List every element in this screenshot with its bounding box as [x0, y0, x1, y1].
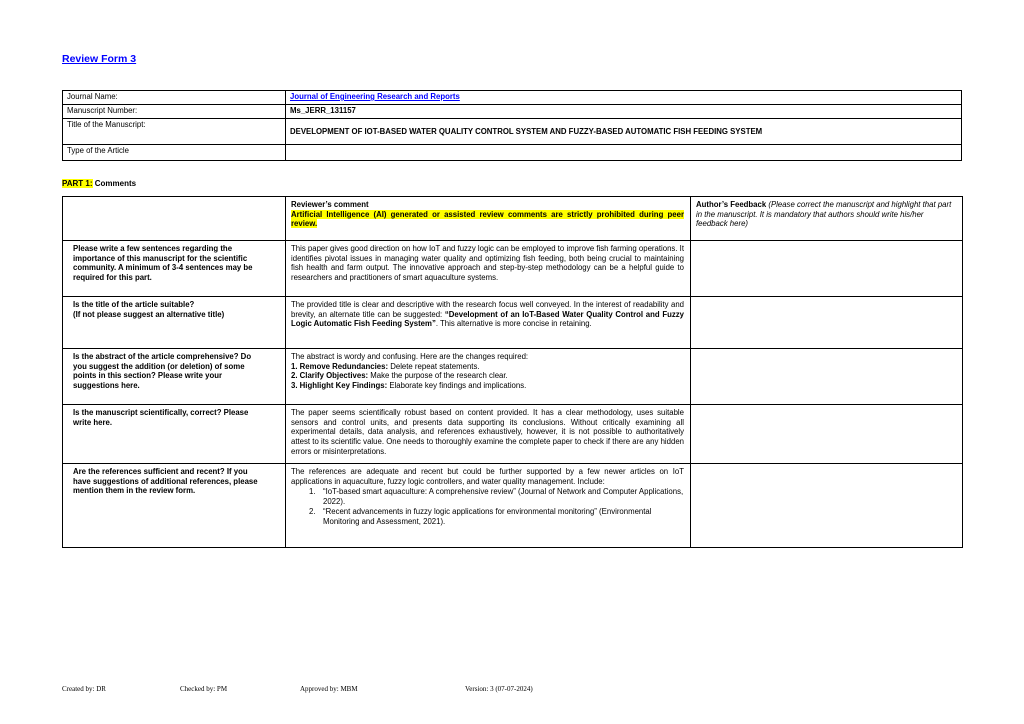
manuscript-number-label: Manuscript Number:: [67, 106, 138, 115]
manuscript-number-value: Ms_JERR_131157: [290, 106, 356, 115]
comments-header-empty-cell: [63, 197, 286, 241]
question-abstract: Is the abstract of the article comprehensive? Do you suggest the addition (or deletion) of some points in this section? Please write your suggestions here.: [63, 349, 286, 405]
article-type-value-cell[interactable]: [286, 145, 962, 161]
part1-title: Comments: [94, 179, 137, 188]
abstract-point-2-label: 2. Clarify Objectives:: [291, 371, 369, 381]
reviewer-comment-title: [286, 297, 691, 349]
comments-row-abstract: [63, 349, 963, 405]
manuscript-number-value-cell: [286, 105, 962, 119]
manuscript-number-row: [63, 105, 962, 119]
author-feedback-header: Author’s Feedback: [696, 200, 767, 209]
manuscript-title-label-cell: [63, 119, 286, 145]
footer-approved-by: Approved by: MBM: [300, 685, 358, 693]
author-feedback-abstract[interactable]: [691, 349, 963, 405]
question-title-line2: (If not please suggest an alternative title): [73, 309, 225, 319]
part1-label: PART 1:: [62, 179, 93, 188]
comments-header-row: [63, 197, 963, 241]
question-references: Are the references sufficient and recent? If you have suggestions of additional references, please mention them in the review form.: [63, 464, 286, 548]
reviewer-comment-title-pre: The provided title is clear and descriptive with the research focus well conveyed. In the interest of readability and brevity, an alternate title can be suggested:: [291, 300, 684, 319]
reference-item-2: [309, 507, 684, 526]
comments-row-title: [63, 297, 963, 349]
reference-item-1: [309, 487, 684, 506]
footer-created-by: Created by: DR: [62, 685, 106, 693]
reviewer-comment-header: Reviewer’s comment: [291, 200, 369, 209]
reference-1-text: “IoT-based smart aquaculture: A comprehensive review” (Journal of Network and Computer Applications, 2022).: [323, 487, 684, 507]
abstract-point-1-text: Delete repeat statements.: [388, 361, 480, 371]
comments-row-scientific: [63, 405, 963, 464]
reference-1-number: 1.: [309, 487, 316, 497]
ai-warning-text: Artificial Intelligence (AI) generated or assisted review comments are strictly prohibited during peer review.: [291, 209, 684, 229]
manuscript-title-label: Title of the Manuscript:: [67, 120, 146, 129]
abstract-point-3-text: Elaborate key findings and implications.: [387, 381, 527, 391]
reviewer-comment-title-post: . This alternative is more concise in retaining.: [435, 319, 592, 329]
abstract-comment-intro: The abstract is wordy and confusing. Here are the changes required:: [291, 352, 529, 361]
comments-table: [62, 196, 963, 548]
comments-row-references: [63, 464, 963, 548]
journal-name-value-cell: [286, 91, 962, 105]
reference-2-number: 2.: [309, 506, 316, 516]
question-scientific: Is the manuscript scientifically, correct? Please write here.: [63, 405, 286, 464]
article-type-label: Type of the Article: [67, 146, 129, 155]
question-importance: Please write a few sentences regarding the importance of this manuscript for the scientific community. A minimum of 3-4 sentences may be required for this part.: [63, 241, 286, 297]
question-title-line1: Is the title of the article suitable?: [73, 300, 195, 309]
references-comment-intro: The references are adequate and recent but could be further supported by a few newer articles on IoT applications in aquaculture, fuzzy logic controllers, and water quality management. Include:: [291, 467, 684, 486]
author-feedback-scientific[interactable]: [691, 405, 963, 464]
journal-name-link[interactable]: Journal of Engineering Research and Reports: [290, 92, 460, 101]
manuscript-number-label-cell: [63, 105, 286, 119]
author-feedback-header-cell: [691, 197, 963, 241]
footer-version: Version: 3 (07-07-2024): [465, 685, 533, 693]
footer-checked-by: Checked by: PM: [180, 685, 228, 693]
journal-name-label-cell: [63, 91, 286, 105]
page-title: Review Form 3: [62, 53, 137, 65]
abstract-point-1: [291, 362, 684, 372]
reference-2-text: “Recent advancements in fuzzy logic applications for environmental monitoring” (Environmental Monitoring and Assessment, 2021).: [323, 506, 652, 526]
manuscript-title-value: DEVELOPMENT OF IOT-BASED WATER QUALITY CONTROL SYSTEM AND FUZZY-BASED AUTOMATIC FISH FEEDING SYSTEM: [290, 126, 763, 136]
manuscript-title-value-cell: [286, 119, 962, 145]
reviewer-comment-importance: This paper gives good direction on how IoT and fuzzy logic can be employed to improve fish farming operations. It identifies pivotal issues in managing water quality and optimizing fish feeding, both being crucial to maintaining fish health and farm output. The innovative approach and step-by-step methodology can be a helpful guide to researchers and practitioners of smart aquaculture systems.: [286, 241, 691, 297]
comments-row-importance: [63, 241, 963, 297]
part1-heading: [62, 179, 136, 188]
author-feedback-title[interactable]: [691, 297, 963, 349]
reviewer-comment-header-cell: [286, 197, 691, 241]
article-type-label-cell: [63, 145, 286, 161]
author-feedback-references[interactable]: [691, 464, 963, 548]
question-title: [63, 297, 286, 349]
reviewer-comment-abstract: [286, 349, 691, 405]
abstract-point-2-text: Make the purpose of the research clear.: [368, 371, 508, 381]
author-feedback-importance[interactable]: [691, 241, 963, 297]
reviewer-comment-title-suggestion: “Development of an IoT-Based Water Quality Control and Fuzzy Logic Automatic Fish Feeding System”: [291, 309, 684, 329]
reviewer-comment-references: [286, 464, 691, 548]
journal-name-label: Journal Name:: [67, 92, 118, 101]
abstract-point-2: [291, 371, 684, 381]
abstract-point-1-label: 1. Remove Redundancies:: [291, 361, 389, 371]
journal-name-row: [63, 91, 962, 105]
manuscript-title-row: [63, 119, 962, 145]
manuscript-info-table: [62, 90, 962, 161]
article-type-row: [63, 145, 962, 161]
reviewer-comment-scientific: The paper seems scientifically robust based on content provided. It has a clear methodology, uses suitable sensors and control units, and presents data supporting its conclusions. Without critically examining all experimental details, data analysis, and references exhaustively, however, it is not possible to authoritatively attest to its scientific value. One needs to thoroughly examine the complete paper to check if there are any hidden errors or misinterpretations.: [286, 405, 691, 464]
abstract-point-3: [291, 381, 684, 391]
author-feedback-note: (Please correct the manuscript and highlight that part in the manuscript. It is mandatory that authors should write his/her feedback here): [696, 200, 952, 229]
abstract-point-3-label: 3. Highlight Key Findings:: [291, 381, 388, 391]
suggested-references-list: [309, 487, 684, 526]
